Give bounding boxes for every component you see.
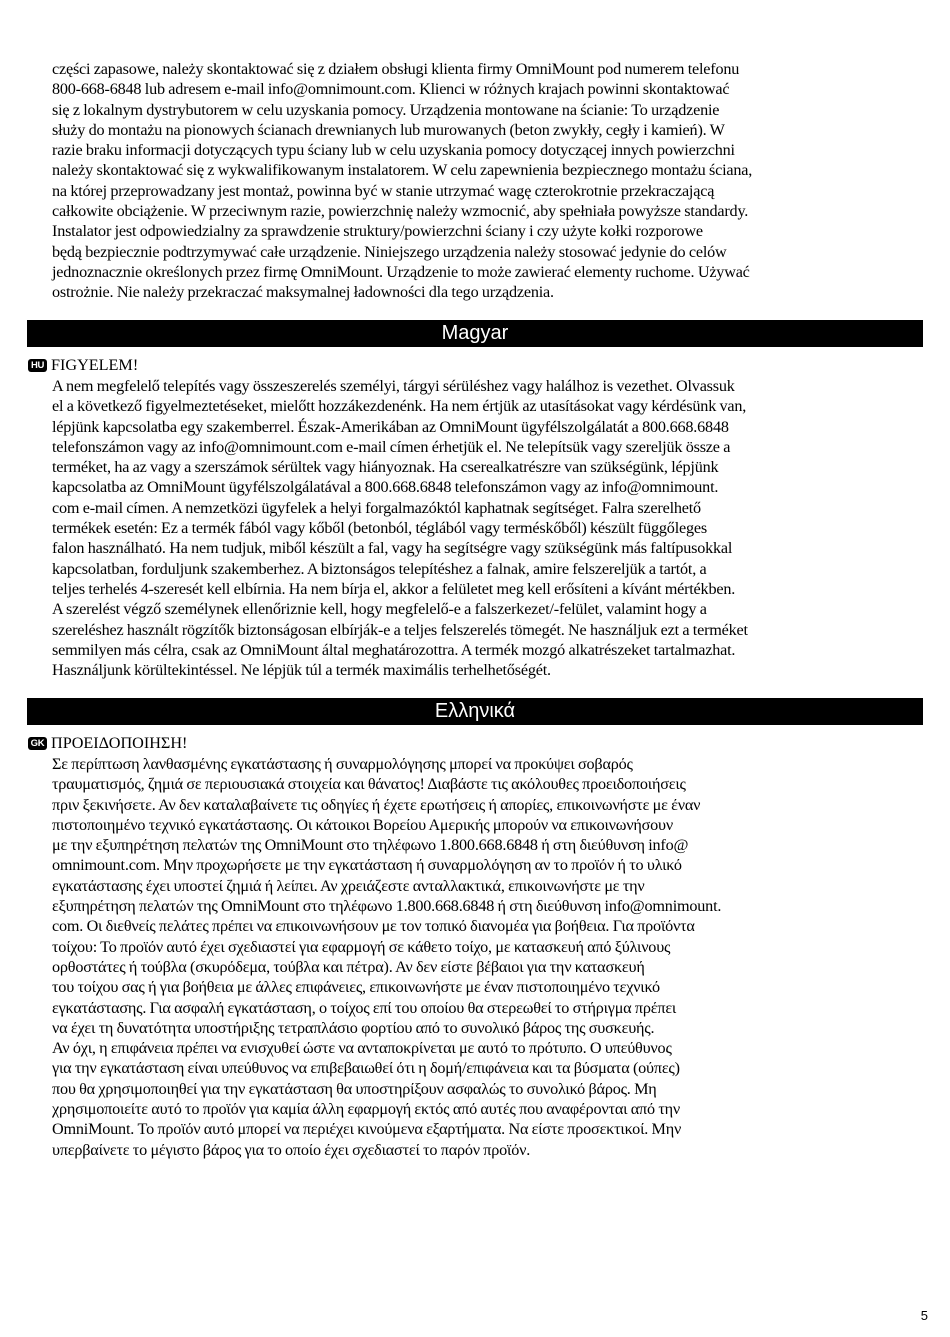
text-line: szereléshez használt rögzítők biztonságosan elbírják-e a teljes felszerelés tömegét. Ne használjuk ezt a terméket [52, 620, 748, 639]
warning-title: FIGYELEM! [51, 356, 139, 374]
text-line: πριν ξεκινήσετε. Αν δεν καταλαβαίνετε τις οδηγίες ή έχετε ερωτήσεις ή απορίες, επικοινωνήστε με έναν [52, 795, 701, 814]
text-line: εγκατάστασης έχει υποστεί ζημιά ή λείπει. Αν χρειάζεστε ανταλλακτικά, επικοινωνήστε με την [52, 876, 645, 895]
section-header-magyar: Magyar [27, 320, 923, 347]
text-line: με την εξυπηρέτηση πελατών της OmniMount στο τηλέφωνο 1.800.668.6848 ή στη διεύθυνση info@ [52, 836, 689, 855]
text-line: Használjunk körültekintéssel. Ne lépjük túl a termék maximális terhelhetőségét. [52, 661, 551, 680]
language-code-badge: HU [28, 359, 47, 372]
text-line: termékek esetén: Ez a termék fából vagy kőből (betonból, téglából vagy terméskőből) készült függőleges [52, 519, 707, 538]
text-line: należy skontaktować się z wykwalifikowanym instalatorem. W celu zapewnienia bezpiecznego montażu ściana, [52, 161, 753, 180]
text-line: για την εγκατάσταση είναι υπεύθυνος να επιβεβαιωθεί ότι η δομή/επιφάνεια και τα βύσματα (ούπες) [52, 1059, 680, 1078]
text-line: się z lokalnym dystrybutorem w celu uzyskania pomocy. Urządzenia montowane na ścianie: To urządzenie [52, 100, 720, 119]
text-line: razie braku informacji dotyczących typu ściany lub w celu uzyskania pomocy dotyczącej innych powierzchni [52, 141, 735, 160]
magyar-paragraph [52, 376, 914, 680]
text-line: 800-668-6848 lub adresem e-mail info@omnimount.com. Klienci w różnych krajach powinni skontaktować [52, 80, 730, 99]
text-line: να έχει τη δυνατότητα υποστήριξης τετραπλάσιο φορτίου από το συνολικό βάρος της συσκευής. [52, 1018, 655, 1037]
text-line: będą bezpiecznie podtrzymywać całe urządzenie. Niniejszego urządzenia należy stosować jedynie do celów [52, 242, 727, 261]
text-line: służy do montażu na pionowych ścianach drewnianych lub murowanych (beton zwykły, cegły i kamień). W [52, 120, 725, 139]
text-line: com e-mail címen. A nemzetközi ügyfelek a helyi forgalmazóktól kaphatnak segítséget. Falra szerelhető [52, 498, 701, 517]
text-line: υπερβαίνετε το μέγιστο βάρος για το οποίο έχει σχεδιαστεί το παρόν προϊόν. [52, 1140, 531, 1159]
text-line: Σε περίπτωση λανθασμένης εγκατάστασης ή συναρμολόγησης μπορεί να προκύψει σοβαρός [52, 755, 633, 773]
text-line: semmilyen más célra, csak az OmniMount által meghatározottra. A termék mozgó alkatrészeket tartalmazhat. [52, 640, 736, 659]
text-line: A szerelést végző személynek ellenőriznie kell, hogy megfelelő-e a falszerkezet/-felület, valamint hogy a [52, 600, 707, 619]
text-line: χρησιμοποιείτε αυτό το προϊόν για καμία άλλη εφαρμογή εκτός από αυτές που αναφέρονται από την [52, 1100, 681, 1119]
warning-title: ΠΡΟΕΙΔΟΠΟΙΗΣΗ! [51, 734, 188, 752]
greek-paragraph [52, 754, 914, 1160]
text-line: A nem megfelelő telepítés vagy összeszerelés személyi, tárgyi sérüléshez vagy halálhoz is vezethet. Olvassuk [52, 377, 735, 395]
text-line: Instalator jest odpowiedzialny za sprawdzenie struktury/powierzchni ściany i czy użyte kołki rozporowe [52, 222, 703, 241]
polish-paragraph [52, 59, 914, 303]
text-line: ostrożnie. Nie należy przekraczać maksymalnej ładowności dla tego urządzenia. [52, 283, 554, 302]
text-line: ορθοστάτες ή τούβλα (σκυρόδεμα, τούβλα και πέτρα). Αν δεν είστε βέβαιοι για την κατασκευή [52, 957, 645, 976]
text-line: falon használható. Ha nem tudjuk, miből készült a fal, vagy ha segítségre vagy szükségünk más faltípusokkal [52, 539, 733, 558]
text-line: com. Οι διεθνείς πελάτες πρέπει να επικοινωνήσουν με τον τοπικό διανομέα για βοήθεια. Για προϊόντα [52, 917, 695, 936]
text-line: terméket, ha az vagy a szerszámok sérültek vagy hiányoznak. Ha cserealkatrészre van szükségünk, lépjünk [52, 458, 719, 477]
text-line: kapcsolatba az OmniMount ügyfélszolgálatával a 800.668.6848 telefonszámon vagy az info@omnimount. [52, 478, 719, 497]
text-line: teljes terhelés 4-szeresét kell elbírnia. Ha nem bírja el, akkor a felületet meg kell erősíteni a kívánt mértékben. [52, 579, 736, 598]
text-line: πιστοποιημένο τεχνικό εγκατάστασης. Οι κάτοικοι Βορείου Αμερικής μπορούν να επικοινωνήσουν [52, 815, 673, 834]
text-line: OmniMount. Το προϊόν αυτό μπορεί να περιέχει κινούμενα εξαρτήματα. Να είστε προσεκτικοί. Μην [52, 1120, 682, 1139]
text-line: εξυπηρέτηση πελατών της OmniMount στο τηλέφωνο 1.800.668.6848 ή στη διεύθυνση info@omnimount. [52, 897, 722, 916]
language-code-badge: GK [28, 737, 47, 750]
text-line: el a következő figyelmeztetéseket, mielőtt hozzákezdenénk. Ha nem értjük az utasításokat vagy kérdésünk van, [52, 397, 747, 416]
text-line: części zapasowe, należy skontaktować się z działem obsługi klienta firmy OmniMount pod numerem telefonu [52, 60, 740, 78]
text-line: jednoznacznie określonych przez firmę OmniMount. Urządzenie to może zawierać elementy ruchome. Używać [52, 262, 750, 281]
text-line: του τοίχου σας ή για βοήθεια με άλλες επιφάνειες, επικοινωνήστε με έναν πιστοποιημένο τεχνικό [52, 978, 660, 997]
text-line: na której przeprowadzany jest montaż, powinna być w stanie utrzymać wagę czterokrotnie przekraczającą [52, 181, 715, 200]
warning-heading-gk [28, 733, 187, 753]
text-line: kapcsolatban, forduljunk szakemberhez. A biztonságos telepítéshez a falnak, amire felszereljük a tartót, a [52, 559, 707, 578]
page-number: 5 [920, 1308, 928, 1323]
text-line: τοίχου: Το προϊόν αυτό έχει σχεδιαστεί για εφαρμογή σε κάθετο τοίχο, με κατασκευή από ξύλινους [52, 937, 671, 956]
warning-heading-hu [28, 355, 138, 375]
text-line: που θα χρησιμοποιηθεί για την εγκατάσταση θα υποστηρίξουν ασφαλώς το συνολικό βάρος. Μη [52, 1079, 657, 1098]
text-line: Αν όχι, η επιφάνεια πρέπει να ενισχυθεί ώστε να ανταποκρίνεται με αυτό το πρότυπο. Ο υπεύθυνος [52, 1039, 672, 1058]
section-header-greek: Ελληνικά [27, 698, 923, 725]
text-line: εγκατάστασης. Για ασφαλή εγκατάσταση, ο τοίχος επί του οποίου θα στερεωθεί το στήριγμα πρέπει [52, 998, 677, 1017]
text-line: całkowite obciążenie. W przeciwnym razie, powierzchnię należy wzmocnić, aby spełniała powyższe standardy. [52, 202, 749, 221]
text-line: lépjünk kapcsolatba egy szakemberrel. Észak-Amerikában az OmniMount ügyfélszolgálatát a 800.668.6848 [52, 417, 729, 436]
text-line: τραυματισμός, ζημιά σε περιουσιακά στοιχεία και θάνατος! Διαβάστε τις ακόλουθες προειδοποιήσεις [52, 775, 686, 794]
text-line: telefonszámon vagy az info@omnimount.com e-mail címen érhetjük el. Ne telepítsük vagy szereljük össze a [52, 437, 731, 456]
text-line: omnimount.com. Μην προχωρήσετε με την εγκατάσταση ή συναρμολόγηση αν το προϊόν ή το υλικό [52, 856, 682, 875]
